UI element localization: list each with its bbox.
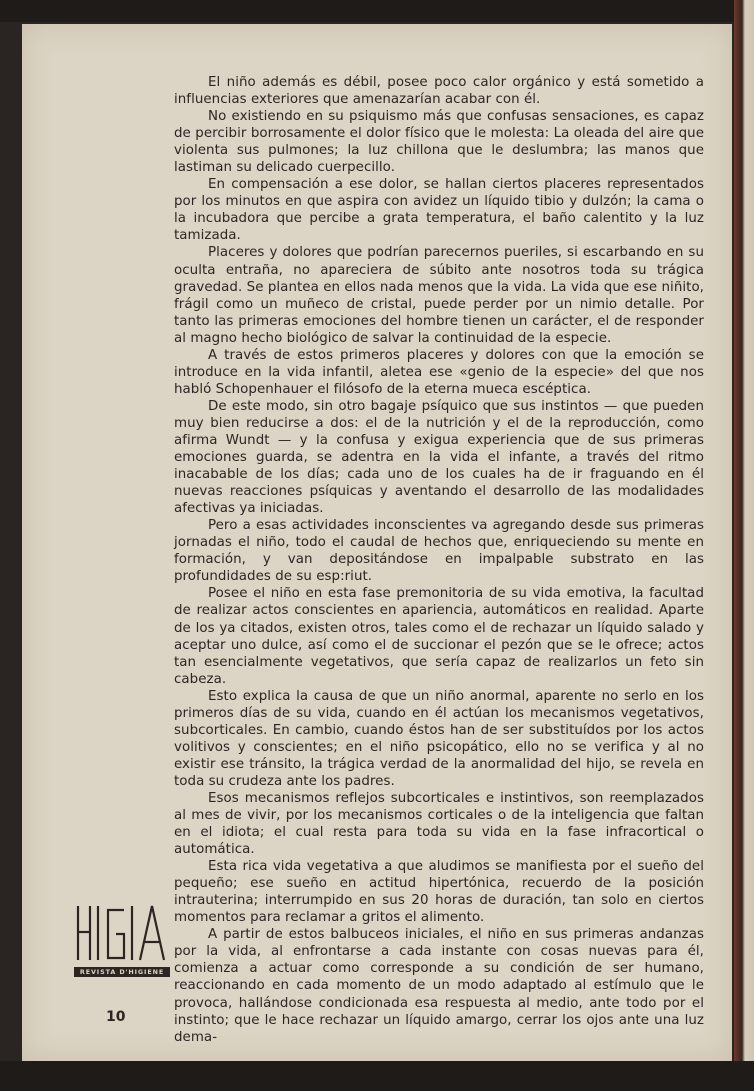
paragraph-3: En compensación a ese dolor, se hallan ciertos placeres representados por los minutos en que aspira con avidez un líquido tibio y dulzón; la cama o la incubadora que percibe a grata temperatura, el baño calentito y la luz tamizada. (174, 177, 704, 244)
scan-border-bottom (0, 1061, 754, 1091)
higia-logo-mark-icon (74, 902, 170, 964)
paragraph-5: A través de estos primeros placeres y dolores con que la emoción se introduce en la vida infantil, aletea ese «genio de la especie» del que nos habló Schopenhauer el filósofo de la eterna mueca escéptica. (174, 347, 704, 397)
paragraph-7: Pero a esas actividades inconscientes va agregando desde sus primeras jornadas el niño, todo el caudal de hechos que, enriqueciendo su mente en formación, y van depositándose en impalpable substrato en las profundidades de su esp:riut. (174, 518, 704, 585)
paragraph-2: No existiendo en su psiquismo más que confusas sensaciones, es capaz de percibir borrosamente el dolor físico que le molesta: La oleada del aire que violenta sus pulmones; la luz chillona que le deslumbra; las manos que lastiman su delicado cuerpecillo. (174, 109, 704, 176)
paragraph-9: Esto explica la causa de que un niño anormal, aparente no serlo en los primeros días de su vida, cuando en él actúan los mecanismos vegetativos, subcorticales. En cambio, cuando éstos han de ser substituídos por los actos volitivos y conscientes; en el niño psicopático, ello no se verifica y al no existir ese tránsito, la trágica verdad de la anormalidad del hijo, se revela en toda su crudeza ante los padres. (174, 688, 704, 789)
journal-page (22, 24, 732, 1061)
paragraph-6: De este modo, sin otro bagaje psíquico que sus instintos — que pueden muy bien reducirse a dos: el de la nutrición y el de la reproducción, como afirma Wundt — y la confusa y exigua experiencia que de sus primeras emociones guarda, se adentra en la vida el infante, a través del ritmo inacabable de los días; cada uno de los cuales ha de ir fraguando en él nuevas reacciones psíquicas y aventando el desarrollo de las modalidades afectivas ya iniciadas. (174, 398, 704, 517)
paragraph-4: Placeres y dolores que podrían parecernos pueriles, si escarbando en su oculta entraña, no apareciera de súbito ante nosotros toda su trágica gravedad. Se plantea en ellos nada menos que la vida. La vida que ese niñito, frágil como un muñeco de cristal, puede perder por un nimio detalle. Por tanto las primeras emociones del hombre tienen un carácter, el de responder al magno hecho biológico de salvar la continuidad de la especie. (174, 245, 704, 346)
journal-subtitle: REVISTA D'HIGIENE (74, 967, 170, 977)
page-number: 10 (106, 1009, 126, 1025)
scan-border-right (734, 0, 754, 1091)
paragraph-11: Esta rica vida vegetativa a que aludimos se manifiesta por el sueño del pequeño; ese sueño en actitud hipertónica, recuerdo de la posición intrauterina; interrumpido en sus 20 horas de duración, tan solo en ciertos momentos para reclamar a gritos el alimento. (174, 859, 704, 926)
scan-border-top (0, 0, 754, 22)
paragraph-8: Posee el niño en esta fase premonitoria de su vida emotiva, la facultad de realizar actos conscientes en apariencia, automáticos en realidad. Aparte de los ya citados, existen otros, tales como el de rechazar un líquido salado y aceptar uno dulce, así como el de succionar el pezón que se le ofrece; actos tan esencialmente vegetativos, que sería capaz de realizarlos un feto sin cabeza. (174, 586, 704, 687)
paragraph-10: Esos mecanismos reflejos subcorticales e instintivos, son reemplazados al mes de vivir, por los mecanismos corticales o de la inteligencia que faltan en el idiota; el cual resta para toda su vida en la fase infracortical o automática. (174, 790, 704, 858)
journal-logo (74, 902, 170, 978)
paragraph-12: A partir de estos balbuceos iniciales, el niño en sus primeras andanzas por la vida, al enfrontarse a cada instante con cosas nuevas para él, comienza a actuar como corresponde a su condición de ser humano, reaccionando en cada momento de un modo adaptado al estímulo que le provoca, hallándose condicionada esa respuesta al medio, ante todo por el instinto; que le hace rechazar un líquido amargo, cerrar los ojos ante una luz dema- (174, 927, 704, 1045)
article-body (174, 74, 704, 1046)
paragraph-1: El niño además es débil, posee poco calor orgánico y está sometido a influencias exteriores que amenazarían acabar con él. (174, 75, 704, 108)
